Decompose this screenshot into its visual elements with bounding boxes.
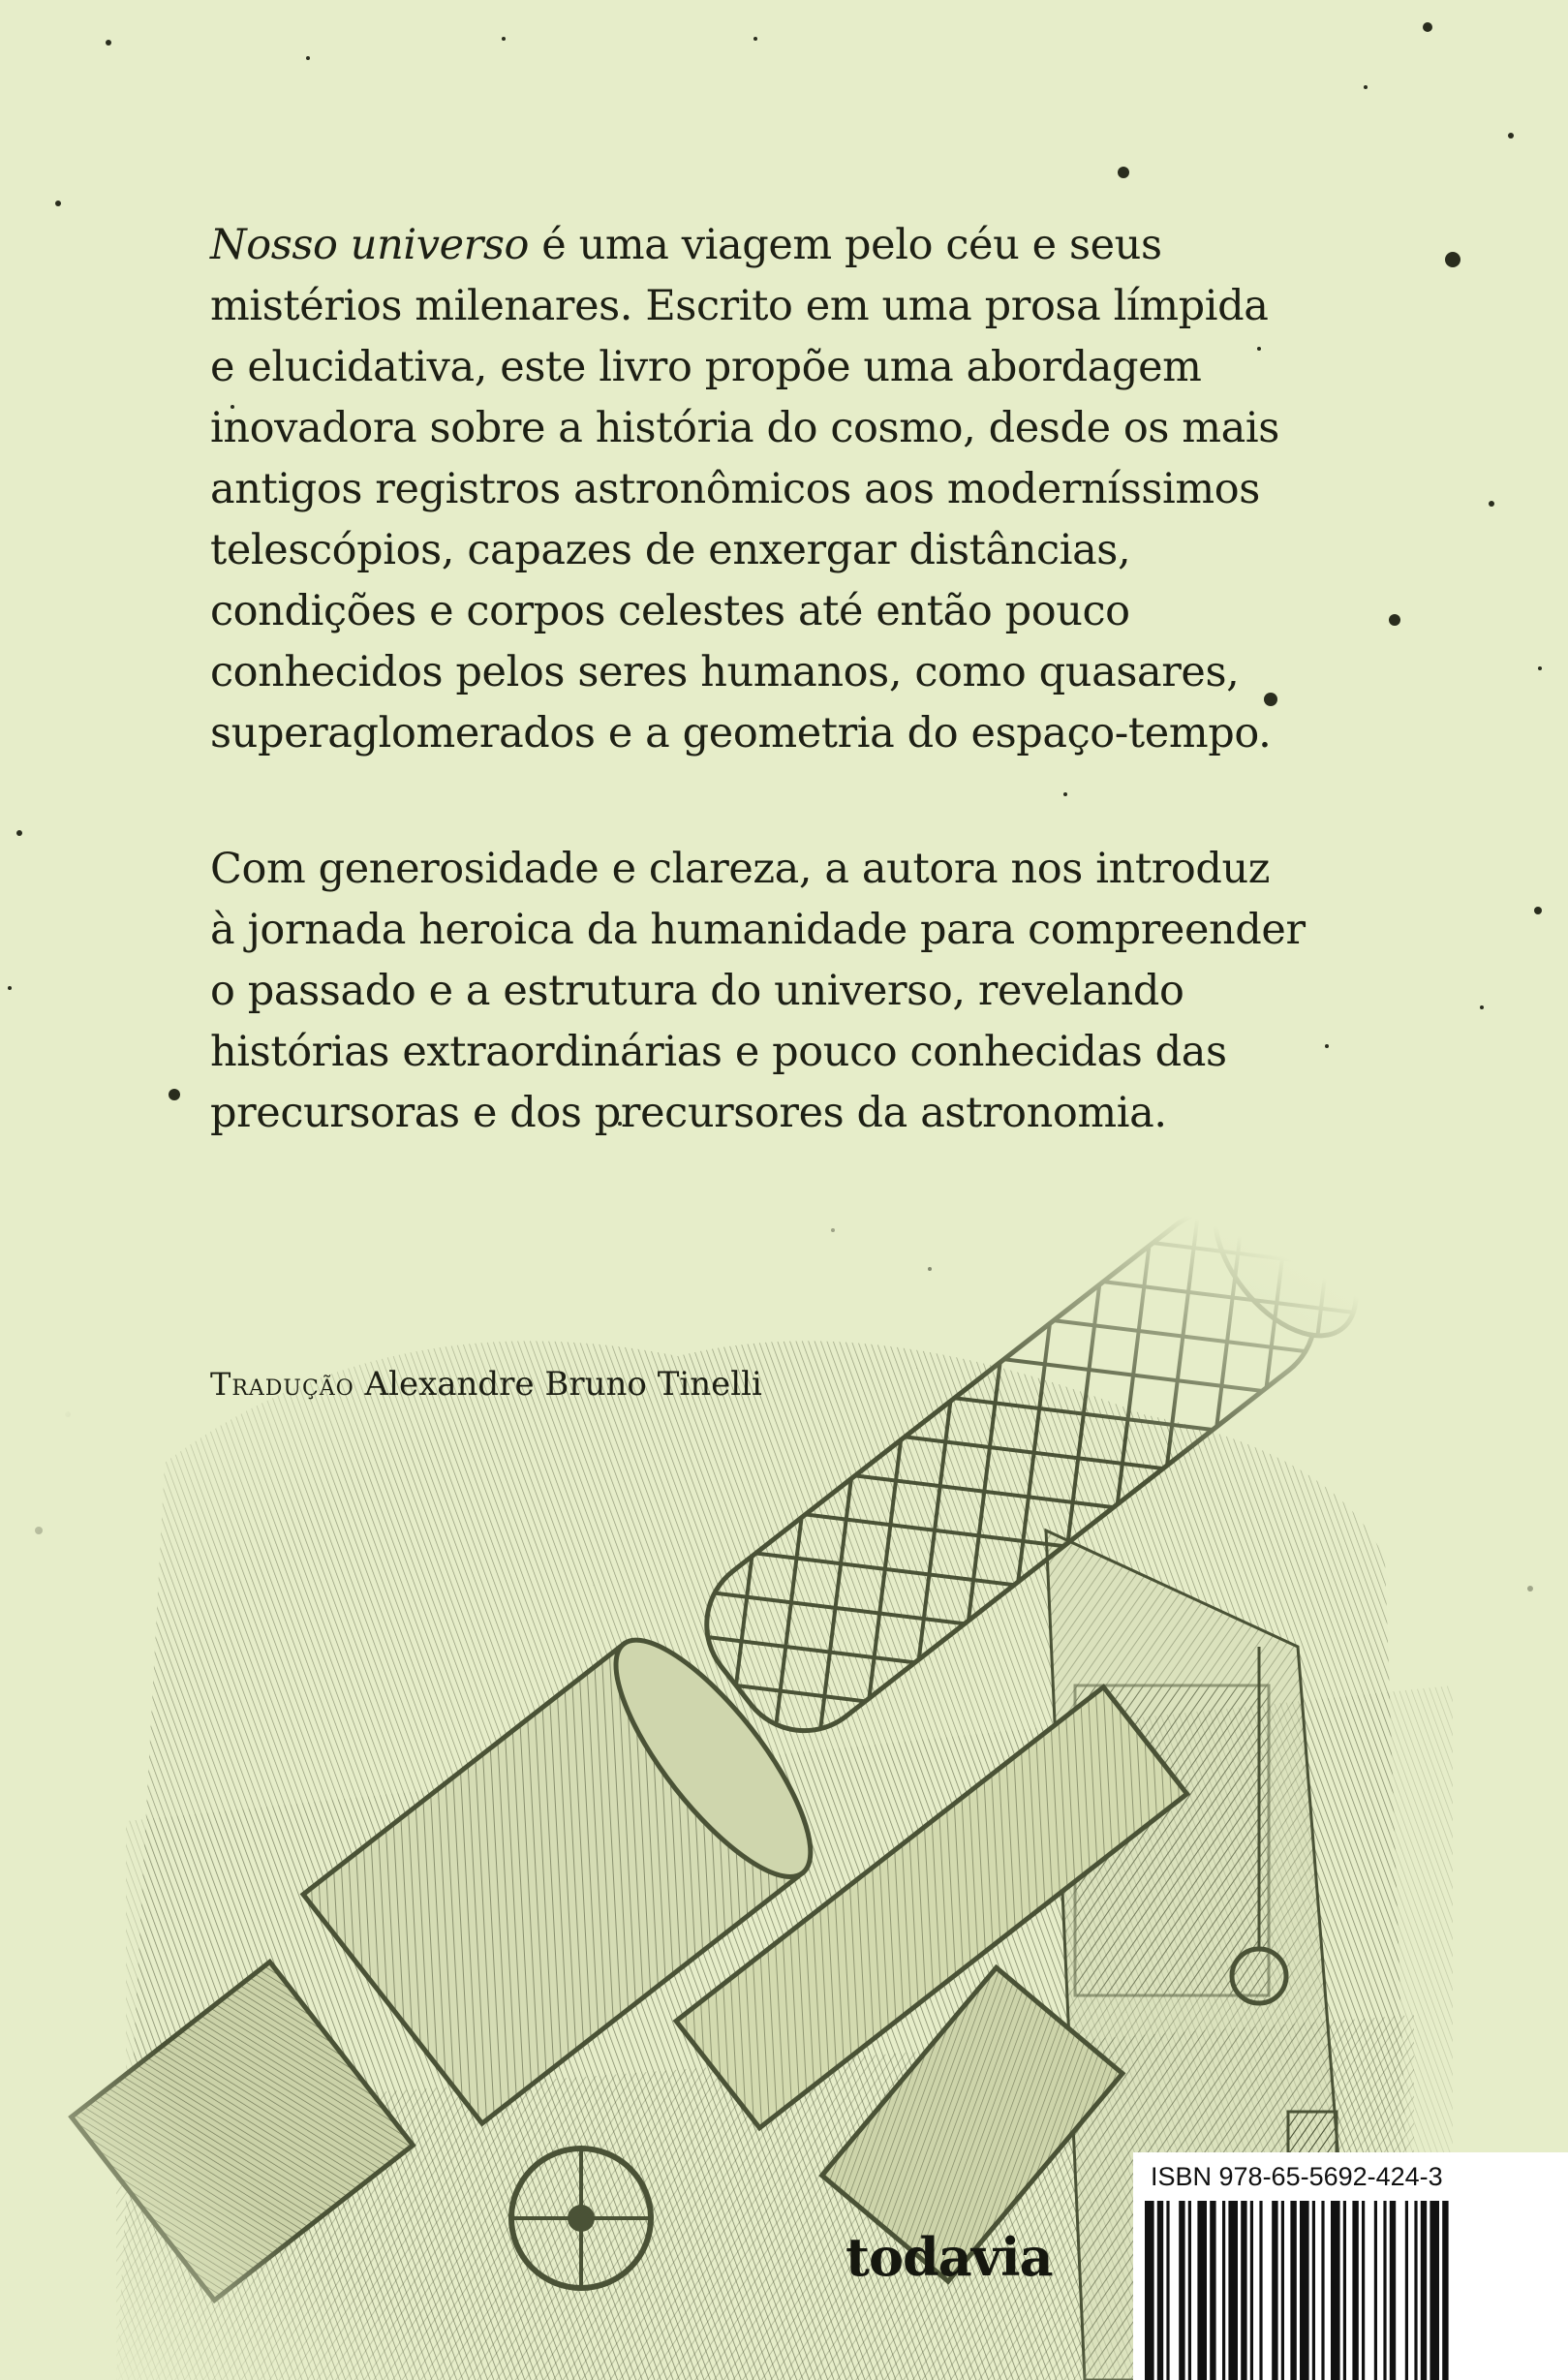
barcode-bar [1383, 2201, 1386, 2380]
book-title-italic: Nosso universo [210, 221, 529, 269]
isbn-barcode-box [1133, 2152, 1568, 2380]
barcode [1145, 2201, 1561, 2380]
barcode-bar [1259, 2201, 1262, 2380]
publisher-logo: todavia [845, 2226, 1053, 2288]
barcode-bar [1166, 2201, 1169, 2380]
barcode-bar [1362, 2201, 1365, 2380]
barcode-bar [1442, 2201, 1448, 2380]
barcode-bar [1241, 2201, 1246, 2380]
barcode-bar [1300, 2201, 1309, 2380]
blurb-line: precursoras e dos precursores da astronomia. [210, 1089, 1167, 1137]
barcode-bar [1414, 2201, 1417, 2380]
blurb-line: mistérios milenares. Escrito em uma prosa límpida [210, 282, 1269, 330]
barcode-bar [1321, 2201, 1324, 2380]
barcode-bar [1421, 2201, 1427, 2380]
barcode-bar [1210, 2201, 1215, 2380]
blurb-line: à jornada heroica da humanidade para compreender [210, 906, 1306, 954]
blurb-line: Com generosidade e clareza, a autora nos introduz [210, 845, 1271, 893]
barcode-bar [1281, 2201, 1284, 2380]
barcode-bar [1179, 2201, 1184, 2380]
barcode-bar [1290, 2201, 1296, 2380]
isbn-number: ISBN 978-65-5692-424-3 [1151, 2162, 1443, 2191]
barcode-bar [1197, 2201, 1207, 2380]
barcode-bar [1157, 2201, 1163, 2380]
blurb-paragraph-1 [210, 215, 1324, 764]
translator-credit [210, 1365, 762, 1404]
translation-label: Tradução [210, 1366, 354, 1403]
barcode-bar [1390, 2201, 1396, 2380]
barcode-bar [1374, 2201, 1377, 2380]
blurb-line: superaglomerados e a geometria do espaço-tempo. [210, 709, 1272, 757]
barcode-bar [1312, 2201, 1315, 2380]
barcode-bar [1430, 2201, 1439, 2380]
blurb-line: inovadora sobre a história do cosmo, desde os mais [210, 404, 1279, 452]
barcode-bar [1250, 2201, 1253, 2380]
blurb-paragraph-2 [210, 839, 1324, 1144]
barcode-bar [1272, 2201, 1277, 2380]
blurb-line: telescópios, capazes de enxergar distâncias, [210, 526, 1131, 574]
blurb-line [210, 215, 1324, 276]
barcode-bar [1145, 2201, 1154, 2380]
blurb-line: e elucidativa, este livro propõe uma abordagem [210, 343, 1202, 391]
barcode-bar [1228, 2201, 1238, 2380]
blurb-line: histórias extraordinárias e pouco conhecidas das [210, 1028, 1227, 1076]
blurb-line-rest: é uma viagem pelo céu e seus [529, 221, 1162, 269]
barcode-bar [1188, 2201, 1191, 2380]
barcode-bar [1331, 2201, 1340, 2380]
blurb-line: conhecidos pelos seres humanos, como quasares, [210, 648, 1240, 696]
translator-name: Alexandre Bruno Tinelli [354, 1365, 762, 1404]
barcode-bar [1222, 2201, 1225, 2380]
blurb-line: condições e corpos celestes até então pouco [210, 587, 1130, 635]
barcode-bar [1405, 2201, 1408, 2380]
blurb-line: o passado e a estrutura do universo, revelando [210, 967, 1184, 1015]
blurb-line: antigos registros astronômicos aos moderníssimos [210, 465, 1260, 513]
barcode-bar [1343, 2201, 1346, 2380]
barcode-bar [1352, 2201, 1358, 2380]
